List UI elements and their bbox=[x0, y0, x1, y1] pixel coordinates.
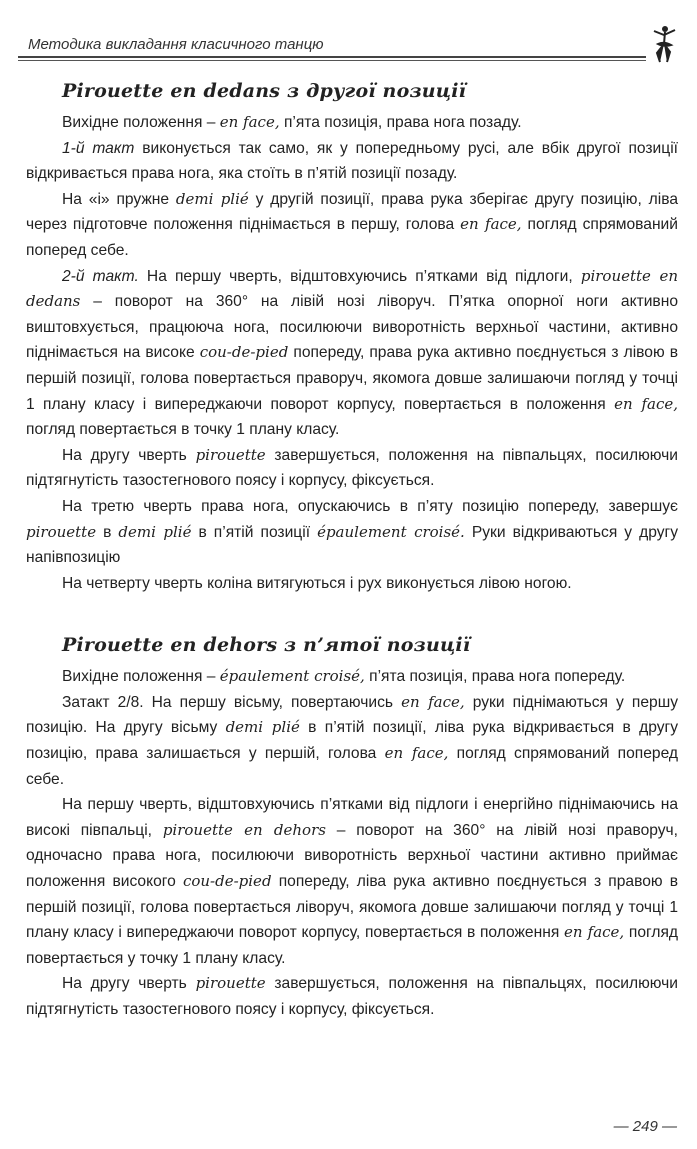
section-heading: Pirouette en dedans з другої позиції bbox=[62, 80, 467, 102]
header-rule-thin bbox=[18, 60, 646, 61]
running-header-title: Методика викладання класичного танцю bbox=[28, 36, 324, 53]
page-content bbox=[26, 80, 678, 1023]
paragraph: 2-й такт. На першу чверть, відштовхуючись п’ятками від підлоги, pirouette en dedans – поворот на 360° на лівій нозі ліворуч. П’ятка опорної ноги активно виштовхується, працююча нога, посилюючи виворотність верхньої частини, активно піднімається на високе cou-de-pied попереду, права рука активно поєднується з лівою в першій позиції, голова повертається праворуч, якомога довше залишаючи погляд у точці 1 плану класу і випереджаючи поворот корпусу, повертається в положення en face, погляд повертається в точку 1 плану класу. bbox=[26, 266, 678, 439]
page-number: — 249 — bbox=[613, 1118, 677, 1135]
paragraph: Затакт 2/8. На першу вісьму, повертаючись en face, руки піднімаються у першу позицію. На другу вісьму demi plié в п’ятій позиції, ліва рука відкривається в другу позицію, права залишається у першій, голова en face, погляд спрямований поперед себе. bbox=[26, 692, 679, 788]
paragraph: Вихідне положення – en face, п’ята позиція, права нога позаду. bbox=[62, 113, 522, 131]
section-pirouette-en-dedans bbox=[26, 80, 678, 596]
paragraph: На третю чверть права нога, опускаючись в п’яту позицію попереду, завершує pirouette в demi plié в п’ятій позиції épaulement croisé. Руки відкриваються у другу напівпозицію bbox=[26, 497, 679, 567]
running-header bbox=[18, 22, 680, 66]
paragraph: Вихідне положення – épaulement croisé, п’ята позиція, права нога попереду. bbox=[62, 667, 626, 686]
section-heading: Pirouette en dehors з п’ятої позиції bbox=[62, 634, 471, 657]
paragraph: На першу чверть, відштовхуючись п’ятками від підлоги і енергійно піднімаючись на високі півпальці, pirouette en dehors – поворот на 360° на лівій нозі праворуч, одночасно права нога, посилюючи виворотність верхньої частини активно приймає положення високого cou-de-pied попереду, ліва рука активно поєднується з правою в першій позиції, голова повертається ліворуч, якомога довше залишаючи погляд у точці 1 плану класу і випереджаючи поворот корпусу, повертається в положення en face, погляд повертається у точку 1 плану класу. bbox=[26, 796, 679, 967]
paragraph: На другу чверть pirouette завершується, положення на півпальцях, посилюючи підтягнутість тазостегнового поясу і корпусу, фіксується. bbox=[26, 974, 678, 1018]
section-pirouette-en-dehors bbox=[26, 634, 678, 1022]
ballerina-icon bbox=[646, 22, 680, 66]
paragraph: На четверту чверть коліна витягуються і рух виконується лівою ногою. bbox=[62, 574, 572, 592]
header-rule bbox=[18, 56, 646, 58]
paragraph: На другу чверть pirouette завершується, положення на півпальцях, посилюючи підтягнутість тазостегнового поясу і корпусу, фіксується. bbox=[26, 445, 678, 490]
paragraph: На «і» пружне demi plié у другій позиції, права рука зберігає другу позицію, ліва через підготовче положення піднімається в першу, голова en face, погляд спрямований поперед себе. bbox=[26, 189, 678, 259]
paragraph: 1-й такт виконується так само, як у попередньому русі, але вбік другої позиції відкривається права нога, яка стоїть в п’ятій позиції позаду. bbox=[26, 139, 678, 183]
